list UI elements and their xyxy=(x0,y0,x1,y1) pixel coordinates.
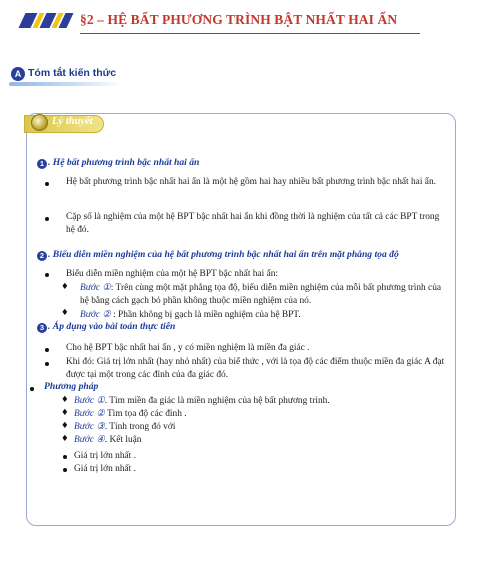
bullet-icon xyxy=(45,273,49,277)
bullet-icon xyxy=(45,362,49,366)
step-label: Bước ③ xyxy=(74,422,105,432)
page-title: §2 – HỆ BẤT PHƯƠNG TRÌNH BẬT NHẤT HAI ẨN xyxy=(80,12,398,27)
step-text: . Tìm miền đa giác là miền nghiệm của hệ bất phương trình. xyxy=(104,396,330,406)
method-step-3 xyxy=(74,421,444,434)
section-3-number: 3 xyxy=(37,323,47,333)
lightbulb-icon xyxy=(31,114,48,131)
method-result-2: Giá trị lớn nhất . xyxy=(74,464,136,474)
diamond-bullet-icon: ♦ xyxy=(61,395,69,405)
method-heading: Phương pháp xyxy=(44,381,99,392)
theory-tab-label: Lý thuyết xyxy=(52,116,93,127)
bullet-icon xyxy=(45,348,49,352)
s1-bullet-1: Hệ bất phương trình bậc nhất hai ẩn là một hệ gồm hai hay nhiều bất phương trình bậc nhất hai ẩn. xyxy=(66,177,436,187)
s3-bullet-1: Cho hệ BPT bậc nhất hai ẩn , y có miền nghiệm là miền đa giác . xyxy=(66,343,310,353)
bullet-icon xyxy=(63,455,67,459)
diamond-bullet-icon: ♦ xyxy=(61,282,69,292)
step-label: Bước ② xyxy=(74,409,105,419)
bullet-icon xyxy=(45,182,49,186)
step-label: Bước ④ xyxy=(74,435,105,445)
diamond-bullet-icon: ♦ xyxy=(61,434,69,444)
diamond-bullet-icon: ♦ xyxy=(61,408,69,418)
section-1-number: 1 xyxy=(37,159,47,169)
diamond-bullet-icon: ♦ xyxy=(61,308,69,318)
bullet-icon xyxy=(63,468,67,472)
section-a-label: Tóm tắt kiến thức xyxy=(28,67,117,79)
step-text: : Trên cùng một mặt phẳng tọa độ, biểu diễn miền nghiệm của mỗi bất phương trình của hệ bằng cách gạch bỏ phần không thuộc miền nghiệm của nó. xyxy=(80,283,442,306)
method-result-1: Giá trị lớn nhất . xyxy=(74,451,136,461)
method-step-4 xyxy=(74,434,444,447)
section-3-heading: . Áp dụng vào bài toán thực tiễn xyxy=(48,321,176,332)
step-label: Bước ① xyxy=(80,283,111,293)
bullet-icon xyxy=(45,217,49,221)
step-text: : Phần không bị gạch là miền nghiệm của hệ BPT. xyxy=(110,310,301,320)
method-step-1 xyxy=(74,395,444,408)
section-a-marker: A xyxy=(11,67,25,81)
s1-bullet-2: Cặp số là nghiệm của một hệ BPT bậc nhất hai ẩn khi đồng thời là nghiệm của tất cả các BPT trong hệ đó. xyxy=(66,212,440,235)
diamond-bullet-icon: ♦ xyxy=(61,421,69,431)
step-text: . Kết luận xyxy=(104,435,142,445)
step-label: Bước ① xyxy=(74,396,105,406)
section-2-number: 2 xyxy=(37,251,47,261)
step-text: Tìm tọa độ các đỉnh . xyxy=(104,409,187,419)
s3-bullet-2: Khi đó: Giá trị lớn nhất (hay nhỏ nhất) của biể thức , với là tọa độ các điểm thuộc miền đa giác A đạt được tại một trong các đỉnh của đa giác đó. xyxy=(66,357,445,380)
bullet-icon xyxy=(30,387,34,391)
step-label: Bước ② xyxy=(80,310,111,320)
title-underline xyxy=(80,33,420,34)
method-step-2 xyxy=(74,408,444,421)
step-text: . Tính trong đó với xyxy=(104,422,176,432)
section-2-heading: . Biểu diễn miền nghiệm của hệ bất phương trình bậc nhất hai ẩn trên mặt phẳng tọa độ xyxy=(48,249,399,260)
section-1-heading: . Hệ bất phương trình bậc nhất hai ẩn xyxy=(48,157,200,168)
s2-bullet-1: Biểu diễn miền nghiệm của một hệ BPT bậc nhất hai ẩn: xyxy=(66,269,279,279)
section-a-underline xyxy=(9,82,122,86)
s2-step-1 xyxy=(80,282,442,307)
s2-step-2 xyxy=(80,309,442,322)
